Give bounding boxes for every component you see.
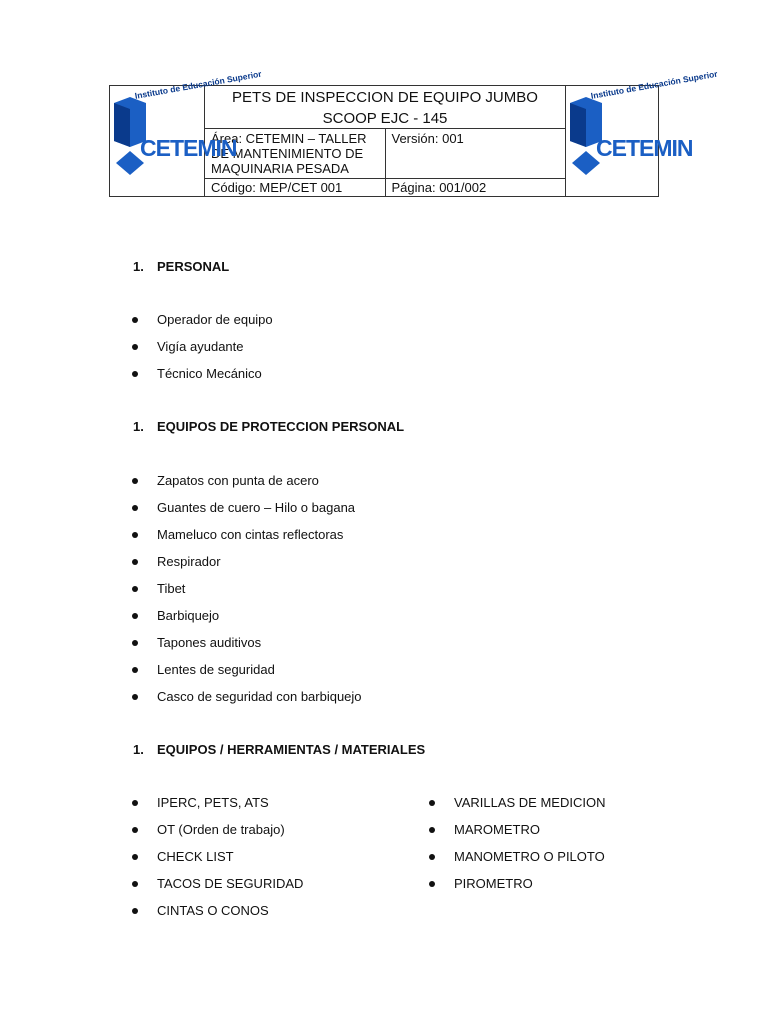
list-item <box>157 581 185 596</box>
list-item-text: OT (Orden de trabajo) <box>157 822 285 837</box>
bullet-icon <box>132 559 138 565</box>
list-item <box>157 500 355 515</box>
list-item <box>157 662 275 677</box>
code-cell <box>205 179 386 197</box>
list-item-text: Lentes de seguridad <box>157 662 275 677</box>
bullet-icon <box>132 478 138 484</box>
logo-word: CETEMIN <box>140 135 237 161</box>
section-heading-personal <box>133 259 229 274</box>
section-number: 1. <box>133 259 144 274</box>
list-item-text: VARILLAS DE MEDICION <box>454 795 606 810</box>
bullet-icon <box>429 854 435 860</box>
list-item-text: Respirador <box>157 554 221 569</box>
bullet-icon <box>132 827 138 833</box>
list-item-text: Guantes de cuero – Hilo o bagana <box>157 500 356 515</box>
list-item-text: MAROMETRO <box>454 822 540 837</box>
section-title: EQUIPOS / HERRAMIENTAS / MATERIALES <box>157 742 426 757</box>
bullet-icon <box>132 505 138 511</box>
bullet-icon <box>132 371 138 377</box>
list-item-text: IPERC, PETS, ATS <box>157 795 269 810</box>
bullet-icon <box>429 800 435 806</box>
page-text: Página: 001/002 <box>391 180 487 195</box>
list-item-text: TACOS DE SEGURIDAD <box>157 876 304 891</box>
list-item <box>157 527 343 542</box>
list-item-text: Vigía ayudante <box>157 339 244 354</box>
bullet-icon <box>429 827 435 833</box>
list-item <box>157 635 261 650</box>
bullet-icon <box>132 694 138 700</box>
list-item <box>157 473 319 488</box>
version-cell <box>385 129 566 179</box>
list-item <box>157 312 273 327</box>
list-item-text: Tibet <box>157 581 186 596</box>
list-item-text: Zapatos con punta de acero <box>157 473 319 488</box>
document-title-line1: PETS DE INSPECCION DE EQUIPO JUMBO <box>232 89 538 106</box>
list-item <box>157 554 221 569</box>
list-item-text: CHECK LIST <box>157 849 234 864</box>
right-logo-cell <box>566 68 719 197</box>
section-title: EQUIPOS DE PROTECCION PERSONAL <box>157 419 405 434</box>
list-item <box>157 366 262 381</box>
list-item-text: Mameluco con cintas reflectoras <box>157 527 344 542</box>
bullet-icon <box>132 800 138 806</box>
list-item-text: Operador de equipo <box>157 312 273 327</box>
title-cell <box>205 86 566 129</box>
list-item-text: Tapones auditivos <box>157 635 262 650</box>
list-item <box>157 689 362 704</box>
left-logo-cell <box>110 68 263 197</box>
list-item <box>157 822 285 837</box>
list-item <box>454 795 605 810</box>
logo-word: CETEMIN <box>596 135 693 161</box>
document-header-table <box>109 68 719 197</box>
cetemin-logo-left <box>110 68 263 195</box>
bullet-icon <box>132 640 138 646</box>
bullet-icon <box>132 586 138 592</box>
document-title-line2: SCOOP EJC - 145 <box>322 110 448 127</box>
cetemin-logo-right <box>566 68 719 195</box>
bullet-icon <box>132 908 138 914</box>
bullet-icon <box>132 613 138 619</box>
list-item <box>157 849 234 864</box>
page-cell <box>385 179 566 197</box>
list-item <box>454 849 605 864</box>
list-item <box>454 822 540 837</box>
section-title: PERSONAL <box>157 259 230 274</box>
code-text: Código: MEP/CET 001 <box>211 180 343 195</box>
list-item <box>157 339 244 354</box>
section-number: 1. <box>133 419 144 434</box>
logo-tagline: Instituto de Educación Superior <box>134 68 263 101</box>
list-item <box>157 608 219 623</box>
bullet-icon <box>132 532 138 538</box>
list-item <box>157 876 303 891</box>
bullet-icon <box>132 667 138 673</box>
bullet-icon <box>132 854 138 860</box>
bullet-icon <box>132 881 138 887</box>
area-text: Área: CETEMIN – TALLER DE MANTENIMIENTO DE MAQUINARIA PESADA <box>211 131 367 176</box>
list-item <box>157 795 269 810</box>
list-item <box>454 876 533 891</box>
bullet-icon <box>132 344 138 350</box>
logo-tagline: Instituto de Educación Superior <box>590 68 719 101</box>
version-text: Versión: 001 <box>391 131 464 146</box>
list-item-text: CINTAS O CONOS <box>157 903 269 918</box>
list-item-text: Técnico Mecánico <box>157 366 262 381</box>
list-item-text: PIROMETRO <box>454 876 533 891</box>
list-item-text: Barbiquejo <box>157 608 220 623</box>
bullet-icon <box>429 881 435 887</box>
section-heading-epp <box>133 419 404 434</box>
section-heading-materials <box>133 742 425 757</box>
list-item-text: Casco de seguridad con barbiquejo <box>157 689 362 704</box>
bullet-icon <box>132 317 138 323</box>
list-item <box>157 903 269 918</box>
list-item-text: MANOMETRO O PILOTO <box>454 849 605 864</box>
section-number: 1. <box>133 742 144 757</box>
